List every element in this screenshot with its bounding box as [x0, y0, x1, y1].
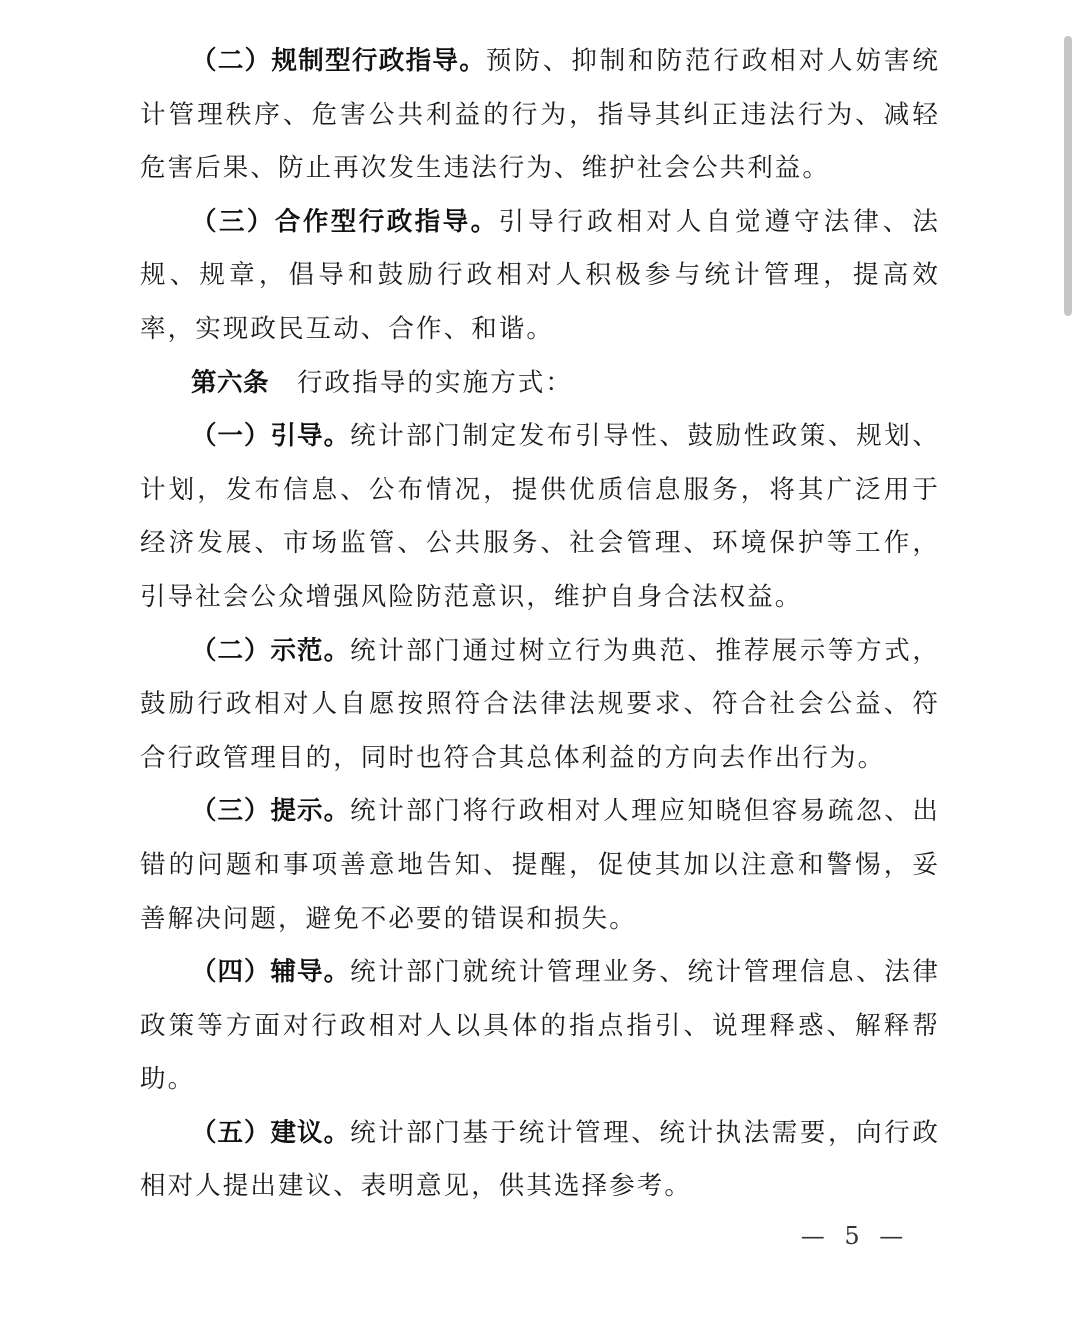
- paragraph-suggestion: [140, 1107, 940, 1214]
- paragraph-lead: （四）辅导。: [191, 957, 351, 988]
- paragraph-lead: （三）合作型行政指导。: [191, 206, 499, 237]
- paragraph-demonstration: [140, 625, 940, 786]
- paragraph-text: 引导行政相对人自觉遵守法律、法规、规章，倡导和鼓励行政相对人积极参与统计管理，提高效率，实现政民互动、合作、和谐。: [140, 206, 940, 344]
- paragraph-coaching: [140, 946, 940, 1107]
- vertical-scrollbar[interactable]: [1064, 36, 1072, 1296]
- paragraph-lead: （五）建议。: [191, 1117, 351, 1148]
- paragraph-lead: （三）提示。: [191, 796, 351, 827]
- paragraph-text: 统计部门就统计管理业务、统计管理信息、法律政策等方面对行政相对人以具体的指点指引、说理释惑、解释帮助。: [140, 957, 940, 1095]
- paragraph-lead: （一）引导。: [191, 421, 351, 452]
- paragraph-regulatory-guidance: [140, 35, 940, 196]
- paragraph-reminder: [140, 785, 940, 946]
- paragraph-text: 统计部门将行政相对人理应知晓但容易疏忽、出错的问题和事项善意地告知、提醒，促使其加以注意和警惕，妥善解决问题，避免不必要的错误和损失。: [140, 796, 940, 934]
- document-body: [140, 35, 940, 1214]
- article-six-heading: [140, 357, 940, 411]
- page-number: — 5 —: [800, 1222, 910, 1250]
- scrollbar-thumb[interactable]: [1064, 36, 1072, 316]
- paragraph-text: 统计部门制定发布引导性、鼓励性政策、规划、计划，发布信息、公布情况，提供优质信息服务，将其广泛用于经济发展、市场监管、公共服务、社会管理、环境保护等工作，引导社会公众增强风险防范意识，维护自身合法权益。: [140, 421, 940, 612]
- paragraph-text: 预防、抑制和防范行政相对人妨害统计管理秩序、危害公共利益的行为，指导其纠正违法行为、减轻危害后果、防止再次发生违法行为、维护社会公共利益。: [140, 46, 940, 184]
- article-number: 第六条: [191, 367, 270, 398]
- paragraph-guidance: [140, 410, 940, 624]
- paragraph-lead: （二）规制型行政指导。: [191, 46, 487, 76]
- article-title: 行政指导的实施方式：: [297, 367, 574, 398]
- paragraph-text: 统计部门通过树立行为典范、推荐展示等方式，鼓励行政相对人自愿按照符合法律法规要求、符合社会公益、符合行政管理目的，同时也符合其总体利益的方向去作出行为。: [140, 635, 940, 773]
- paragraph-cooperative-guidance: [140, 196, 940, 357]
- paragraph-lead: （二）示范。: [191, 635, 351, 666]
- paragraph-text: 统计部门基于统计管理、统计执法需要，向行政相对人提出建议、表明意见，供其选择参考。: [140, 1117, 940, 1202]
